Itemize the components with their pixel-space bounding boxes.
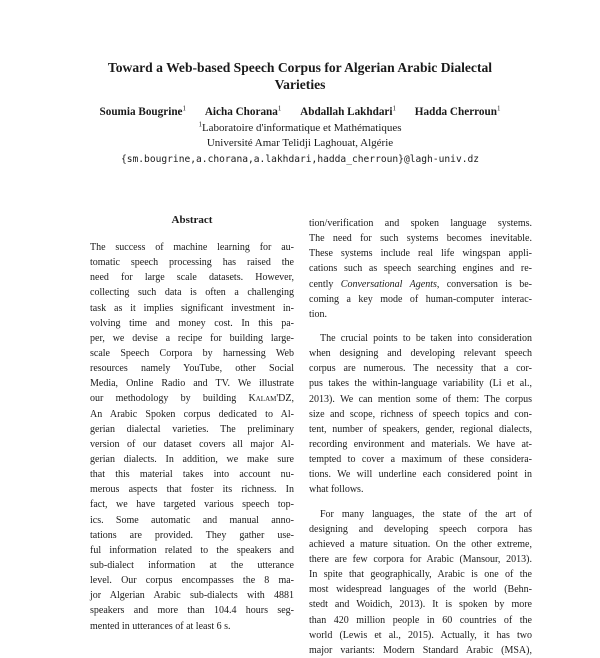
paragraph-gap	[309, 322, 532, 331]
author-emails: {sm.bougrine,a.chorana,a.lakhdari,hadda_cherroun}@lagh-univ.dz	[120, 154, 480, 165]
intro-line: tions. We will underline each considered point in	[309, 469, 532, 481]
affiliation-line-1: $^1$Laboratoire d'informatique et Mathématiques	[198, 120, 402, 134]
abstract-line: task as it implies significant investment in-	[90, 302, 294, 314]
author-4: Hadda Cherroun$^1$	[414, 104, 501, 118]
intro-line: The need for such systems becomes inevitable.	[309, 233, 532, 245]
intro-line: size and scope, richness of speech topics and con-	[309, 408, 532, 420]
abstract-line: sub-dialect information at the utterance	[90, 559, 294, 571]
abstract-line: Media, Online Radio and TV. We illustrate	[90, 378, 294, 390]
abstract-line: collecting such data is often a challenging	[90, 287, 294, 299]
abstract-line: version of our dataset covers all major Al-	[90, 438, 294, 450]
affiliation	[60, 121, 540, 151]
abstract-line: fact, we have targeted various speech top-	[90, 499, 294, 511]
abstract-line: The success of machine learning for au-	[90, 242, 294, 253]
title-line-2: Varieties	[274, 77, 326, 92]
author-2: Aicha Chorana$^1$	[204, 104, 282, 118]
intro-paragraph-2	[309, 331, 532, 498]
abstract-line: speakers and more than 104.4 hours seg-	[90, 605, 294, 617]
abstract-line: need for large scale datasets. However,	[90, 272, 294, 284]
intro-line: The crucial points to be taken into consideration	[320, 332, 532, 344]
abstract-line: merous aspects that foster its richness. In	[90, 484, 294, 496]
intro-line: than 420 million people in 60 countries of the	[309, 614, 532, 626]
abstract-line: gerian dialects. In addition, we make sure	[90, 453, 294, 465]
intro-line: tion.	[309, 308, 328, 320]
abstract-line: jor Algerian Arabic sub-dialects with 4881	[90, 590, 294, 602]
intro-line: tion/verification and spoken language systems.	[309, 218, 532, 229]
intro-line: For many languages, the state of the art of	[320, 508, 532, 520]
intro-line: recording environment and materials. We have at-	[309, 438, 532, 450]
author-1: Soumia Bougrine$^1$	[99, 104, 187, 118]
intro-line: coming a key mode of human-computer interac-	[309, 293, 532, 305]
conversational-agents-term: Conversational Agents	[340, 278, 437, 290]
abstract-heading: Abstract	[171, 214, 213, 226]
abstract-line: scale Speech Corpora by harnessing Web	[90, 347, 294, 359]
intro-line: designing and developing speech corpora has	[309, 523, 532, 535]
abstract-line: level. Our corpus encompasses the 8 ma-	[90, 575, 294, 587]
abstract-body	[90, 240, 294, 634]
intro-line: what follows.	[309, 484, 364, 496]
abstract-line: ics. Some automatic and manual anno-	[90, 514, 294, 526]
paragraph-gap	[309, 498, 532, 507]
intro-line: pus takes the within-language variability (Li et al.,	[309, 378, 532, 390]
intro-line: when designing and developing relevant speech	[309, 348, 532, 360]
abstract-line-corpus-name: our methodology by building Kalam'DZ,	[90, 393, 294, 405]
abstract-line: An Arabic Spoken corpus dedicated to Al-	[90, 408, 294, 420]
author-list	[60, 105, 540, 120]
intro-line: major variants: Modern Standard Arabic (MSA),	[309, 644, 532, 656]
abstract-line: that this material takes into account nu-	[90, 469, 294, 481]
intro-line: These systems include real life wingspan appli-	[309, 248, 532, 260]
intro-paragraph-3	[309, 507, 532, 658]
abstract-line: tations are provided. They gather use-	[90, 529, 294, 541]
abstract-line: per, we devise a recipe for building large-	[90, 332, 294, 344]
intro-line: In spite that geographically, Arabic is one of the	[309, 569, 532, 581]
intro-line: tempted to cover a maximum of these considera-	[309, 454, 532, 466]
title-line-1: Toward a Web-based Speech Corpus for Algerian Arabic Dialectal	[107, 60, 493, 75]
author-3: Abdallah Lakhdari$^1$	[300, 104, 396, 118]
intro-line: world (Lewis et al., 2015). Actually, it has two	[309, 629, 532, 641]
corpus-name: Kalam'DZ	[248, 393, 292, 405]
abstract-line: volving time and money cost. In this pa-	[90, 317, 294, 329]
abstract-line: tomatic speech processing has raised the	[90, 257, 294, 269]
intro-line: cations such as speech searching engines and re-	[309, 263, 532, 275]
paper-title	[60, 59, 540, 93]
introduction-column	[309, 216, 532, 658]
abstract-line: mented in utterances of at least 6 s.	[90, 620, 231, 632]
abstract-column	[90, 213, 294, 634]
intro-line: most widespread languages of the world (Behn-	[309, 584, 532, 596]
abstract-line: gerian dialectal varieties. The preliminary	[90, 423, 294, 435]
abstract-line: resources namely YouTube, other Social	[90, 363, 294, 375]
affiliation-line-2: Université Amar Telidji Laghouat, Algérie	[206, 137, 394, 149]
intro-line: stedt and Woidich, 2013). It is spoken by more	[309, 599, 532, 611]
intro-paragraph-1	[309, 216, 532, 322]
intro-line-italic: cently Conversational Agents, conversation is be-	[309, 278, 532, 290]
intro-line: achieved a mature situation. On the other extreme,	[309, 538, 532, 550]
abstract-line: ful information related to the speakers and	[90, 544, 294, 556]
intro-line: there are few corpora for Arabic (Mansour, 2013).	[309, 553, 532, 565]
intro-line: tent, number of speakers, gender, regional dialects,	[309, 423, 532, 435]
intro-line: corpus are numerous. The necessity that a cor-	[309, 363, 532, 375]
intro-line: 2013). We can mention some of them: The corpus	[309, 393, 532, 405]
